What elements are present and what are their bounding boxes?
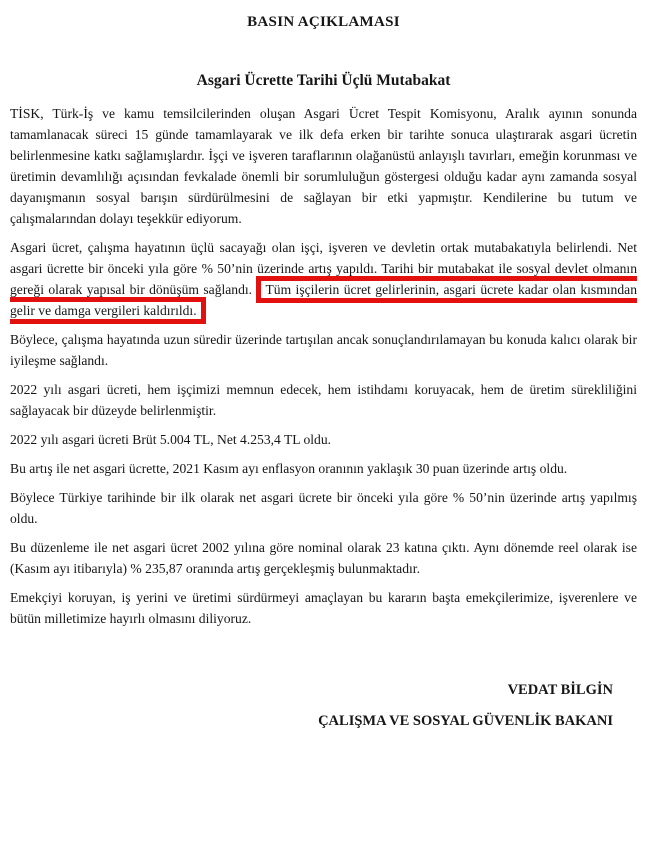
document-body [10, 103, 637, 629]
paragraph [10, 103, 637, 229]
paragraph [10, 487, 637, 529]
text-segment: TİSK, Türk-İş ve kamu temsilcilerinden oluşan Asgari Ücret Tespit Komisyonu, Aralık ayının sonunda tamamlanacak süreci 15 günde tamamlayarak ve ilk defa erken bir tarihte sonuca ulaştırarak asgari ücretin belirlenmesine katkı sağlamışlardır. İşçi ve işveren taraflarının olağanüstü anlayışlı tavırları, emeğin korunması ve üretimin devamlılığı açısından fevkalade önemli bir sorumluluğun göstergesi olduğu kadar aynı zamanda sosyal dayanışmanın sosyal barışın sürdürülmesini de sağlayan bir etki yapmıştır. Kendilerine bu tutum ve çalışmalarından dolayı teşekkür ediyorum. [10, 106, 637, 226]
text-segment: Bu düzenleme ile net asgari ücret 2002 yılına göre nominal olarak 23 katına çıktı. Aynı dönemde reel olarak ise (Kasım ayı itibarıyla) % 235,87 oranında artış gerçekleşmiş bulunmaktadır. [10, 540, 637, 576]
paragraph [10, 379, 637, 421]
paragraph [10, 587, 637, 629]
text-segment: Emekçiyi koruyan, iş yerini ve üretimi sürdürmeyi amaçlayan bu kararın başta emekçilerimize, işverenlere ve bütün milletimize hayırlı olmasını diliyoruz. [10, 590, 637, 626]
text-segment: 2022 yılı asgari ücreti, hem işçimizi memnun edecek, hem istihdamı koruyacak, hem de üretim sürekliliğini sağlayacak bir düzeyde belirlenmiştir. [10, 382, 637, 418]
text-segment: Böylece Türkiye tarihinde bir ilk olarak net asgari ücrete bir önceki yıla göre % 50’nin üzerinde artış yapılmış oldu. [10, 490, 637, 526]
text-segment: Böylece, çalışma hayatında uzun süredir üzerinde tartışılan ancak sonuçlandırılamayan bu konuda kalıcı olarak bir iyileşme sağlandı. [10, 332, 637, 368]
signature-title: ÇALIŞMA VE SOSYAL GÜVENLİK BAKANI [318, 713, 613, 729]
paragraph [10, 537, 637, 579]
text-segment: Bu artış ile net asgari ücrette, 2021 Kasım ayı enflasyon oranının yaklaşık 30 puan üzerinde artış oldu. [10, 461, 568, 476]
signature-block [10, 681, 637, 731]
document-title: BASIN AÇIKLAMASI [247, 14, 400, 30]
highlighted-sentence: Tüm işçilerin ücret gelirlerinin, asgari ücrete kadar olan kısmından gelir ve damga vergileri kaldırıldı. [10, 276, 637, 324]
text-segment: Asgari ücret, çalışma hayatının üçlü sacayağı olan işçi, işveren ve devletin ortak mutabakatıyla belirlendi. Net asgari ücrette bir önceki yıla göre % 50’nin üzerinde artış yapıldı. Tarihi bir mutabakat ile sosyal devlet olmanın gereği olarak yapısal bir dönüşüm sağlandı. [10, 240, 637, 297]
signature-name: VEDAT BİLGİN [507, 682, 613, 698]
paragraph [10, 237, 637, 321]
paragraph [10, 329, 637, 371]
paragraph [10, 458, 637, 479]
text-segment: 2022 yılı asgari ücreti Brüt 5.004 TL, Net 4.253,4 TL oldu. [10, 432, 332, 447]
paragraph [10, 429, 637, 450]
document-subtitle: Asgari Ücrette Tarihi Üçlü Mutabakat [196, 72, 451, 89]
